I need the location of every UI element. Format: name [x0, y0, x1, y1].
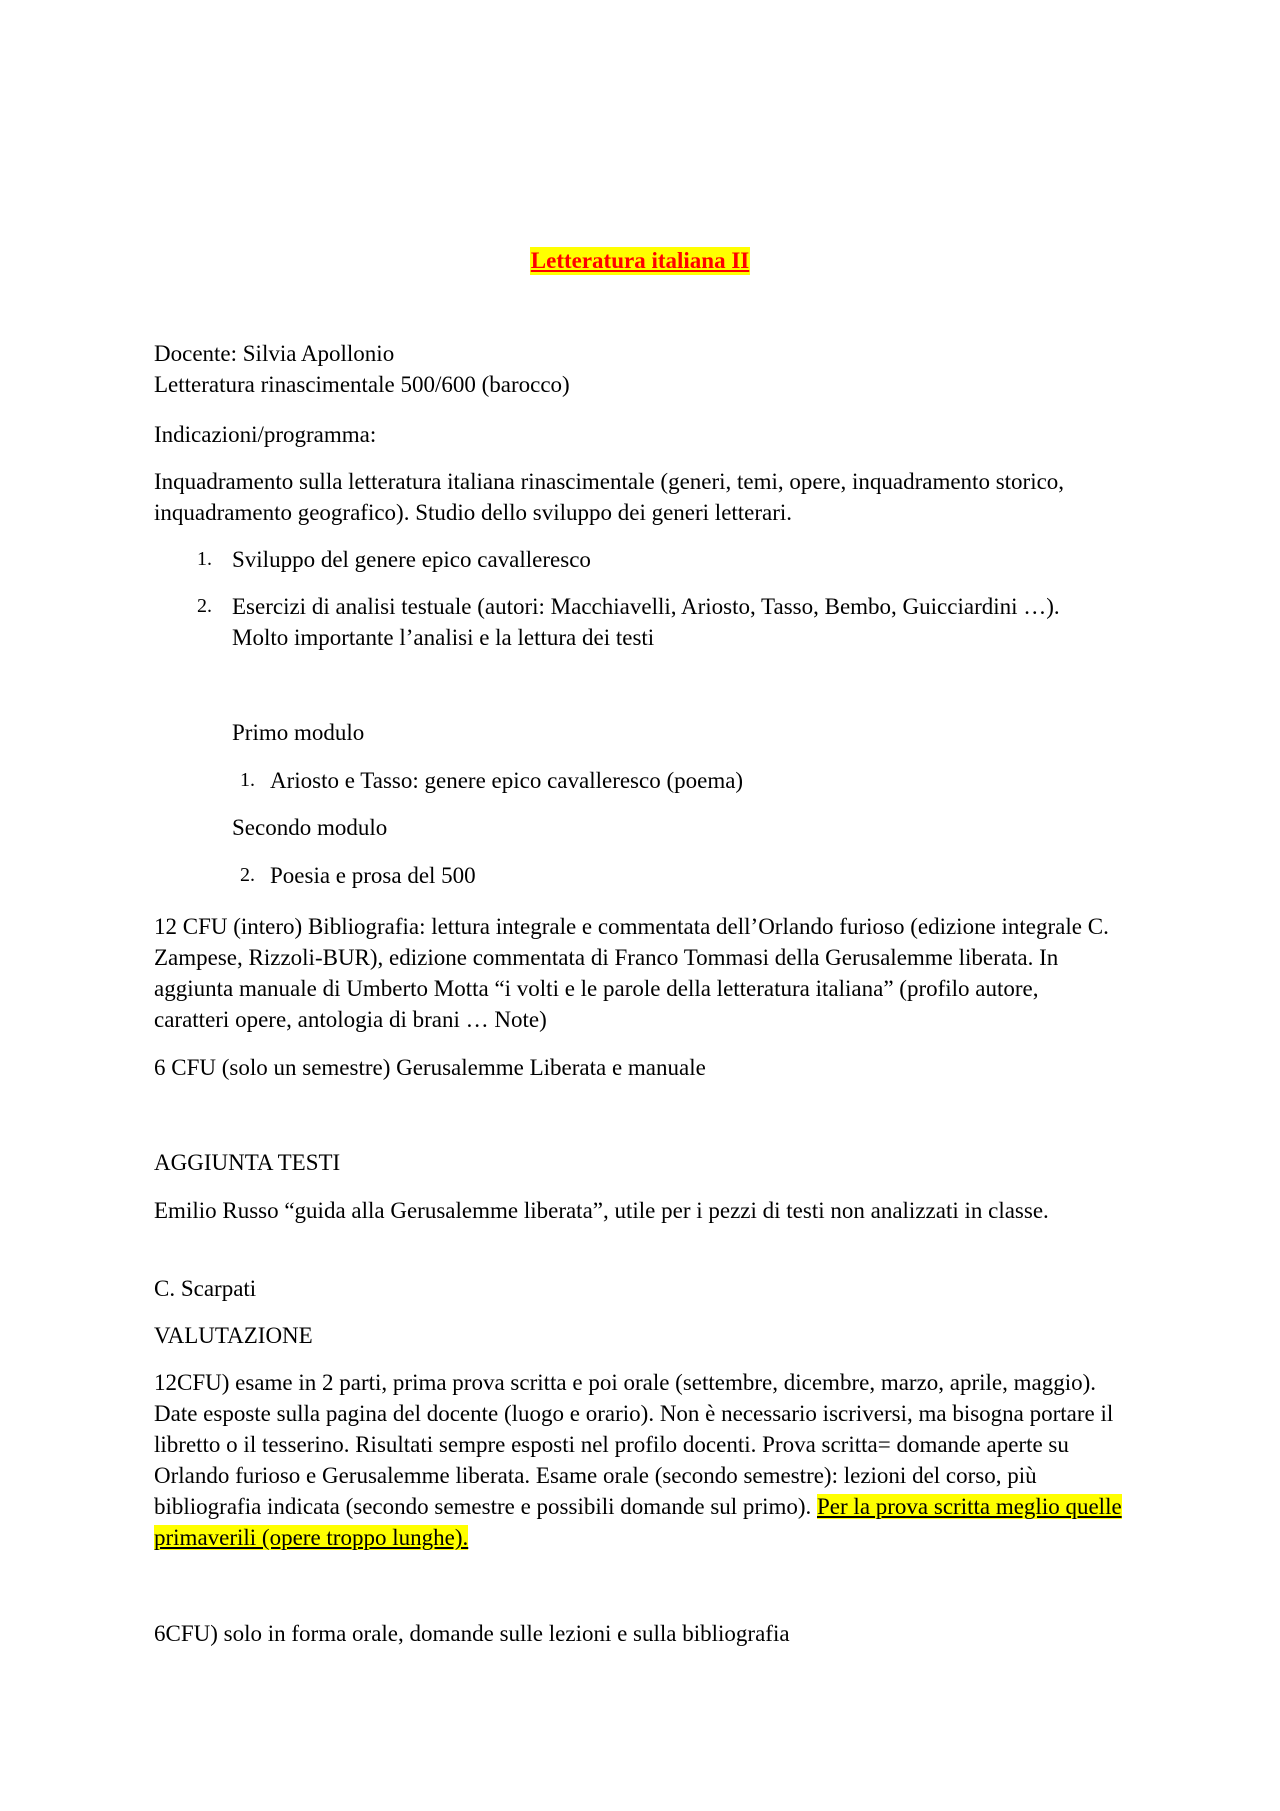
list-number: 2. — [197, 595, 212, 617]
valutazione-heading: VALUTAZIONE — [154, 1323, 313, 1348]
highlighted-note: Per la prova scritta meglio quelle primaverili (opere troppo lunghe). — [154, 1494, 1122, 1550]
list-text: Esercizi di analisi testuale (autori: Macchiavelli, Ariosto, Tasso, Bembo, Guicciardini …). Molto importante l’analisi e la lettura dei testi — [232, 594, 1060, 650]
esame-12cfu-text: 12CFU) esame in 2 parti, prima prova scritta e poi orale (settembre, dicembre, marzo, aprile, maggio). Date esposte sulla pagina del docente (luogo e orario). Non è necessario iscriversi, ma bisogna portare il libretto o il tesserino. Risultati sempre esposti nel profilo docenti. Prova scritta= domande aperte su Orlando furioso e Gerusalemme liberata. Esame orale (secondo semestre): lezioni del corso, più bibliografia indicata (secondo semestre e possibili domande sul primo). — [154, 1370, 1114, 1519]
indicazioni-heading: Indicazioni/programma: — [154, 422, 377, 447]
list-number: 1. — [240, 769, 255, 791]
bibliografia-6cfu: 6 CFU (solo un semestre) Gerusalemme Liberata e manuale — [154, 1055, 706, 1080]
periodo-line: Letteratura rinascimentale 500/600 (barocco) — [154, 372, 570, 397]
inquadramento-paragraph: Inquadramento sulla letteratura italiana rinascimentale (generi, temi, opere, inquadramento storico, inquadramento geografico). Studio dello sviluppo dei generi letterari. — [154, 469, 1065, 525]
list-text: Sviluppo del genere epico cavalleresco — [232, 547, 591, 572]
docente-line: Docente: Silvia Apollonio — [154, 341, 395, 366]
list-text: Poesia e prosa del 500 — [270, 863, 476, 888]
bibliografia-12cfu: 12 CFU (intero) Bibliografia: lettura integrale e commentata dell’Orlando furioso (edizione integrale C. Zampese, Rizzoli-BUR), edizione commentata di Franco Tommasi della Gerusalemme liberata. In aggiunta manuale di Umberto Motta “i volti e le parole della letteratura italiana” (profilo autore, caratteri opere, antologia di brani … Note) — [154, 914, 1109, 1032]
scarpati-line: C. Scarpati — [154, 1276, 257, 1301]
primo-modulo-heading: Primo modulo — [232, 720, 365, 745]
list-text: Ariosto e Tasso: genere epico cavalleresco (poema) — [270, 768, 744, 793]
aggiunta-testi-heading: AGGIUNTA TESTI — [154, 1150, 341, 1175]
secondo-modulo-heading: Secondo modulo — [232, 815, 388, 840]
list-number: 1. — [197, 548, 212, 570]
esame-6cfu-line: 6CFU) solo in forma orale, domande sulle lezioni e sulla bibliografia — [154, 1621, 790, 1646]
title-container — [0, 245, 1280, 276]
russo-paragraph: Emilio Russo “guida alla Gerusalemme liberata”, utile per i pezzi di testi non analizzati in classe. — [154, 1198, 1049, 1223]
document-title: Letteratura italiana II — [530, 248, 750, 273]
list-number: 2. — [240, 864, 255, 886]
esame-12cfu-paragraph — [154, 1367, 1124, 1553]
